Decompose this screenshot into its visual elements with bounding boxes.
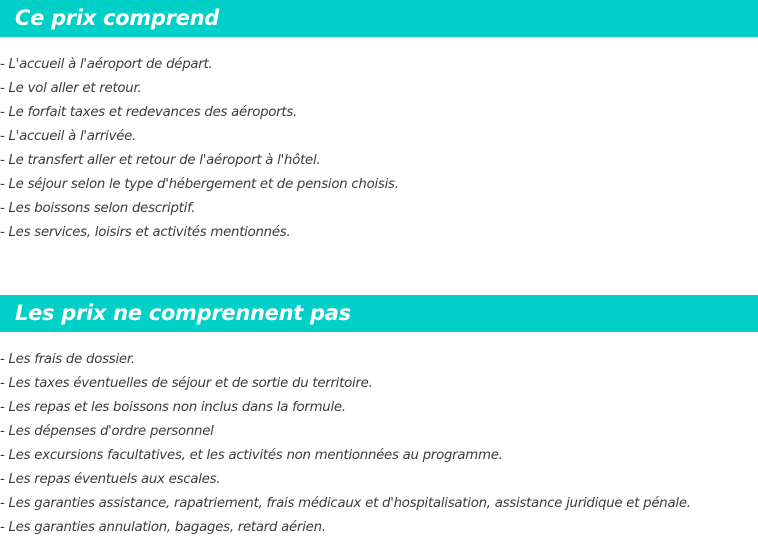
- excluded-item: - Les taxes éventuelles de séjour et de sortie du territoire.: [0, 376, 373, 391]
- included-section-title: Ce prix comprend: [0, 0, 758, 37]
- included-item: - Le forfait taxes et redevances des aéroports.: [0, 105, 297, 120]
- excluded-item: - Les excursions facultatives, et les activités non mentionnées au programme.: [0, 448, 503, 463]
- included-item: - L'accueil à l'aéroport de départ.: [0, 57, 213, 72]
- excluded-item: - Les garanties assistance, rapatriement, frais médicaux et d'hospitalisation, assistance juridique et pénale.: [0, 496, 691, 511]
- included-item: - L'accueil à l'arrivée.: [0, 129, 137, 144]
- included-item: - Les boissons selon descriptif.: [0, 201, 196, 216]
- included-item: - Le vol aller et retour.: [0, 81, 142, 96]
- excluded-item: - Les repas éventuels aux escales.: [0, 472, 221, 487]
- included-item: - Le séjour selon le type d'hébergement et de pension choisis.: [0, 177, 399, 192]
- excluded-items-list: [0, 348, 758, 540]
- excluded-item: - Les repas et les boissons non inclus dans la formule.: [0, 400, 346, 415]
- excluded-section-title: Les prix ne comprennent pas: [0, 295, 758, 332]
- excluded-item: - Les garanties annulation, bagages, retard aérien.: [0, 520, 326, 535]
- included-item: - Le transfert aller et retour de l'aéroport à l'hôtel.: [0, 153, 321, 168]
- excluded-item: - Les frais de dossier.: [0, 352, 135, 367]
- included-items-list: [0, 53, 758, 245]
- included-item: - Les services, loisirs et activités mentionnés.: [0, 225, 291, 240]
- excluded-item: - Les dépenses d'ordre personnel: [0, 424, 214, 439]
